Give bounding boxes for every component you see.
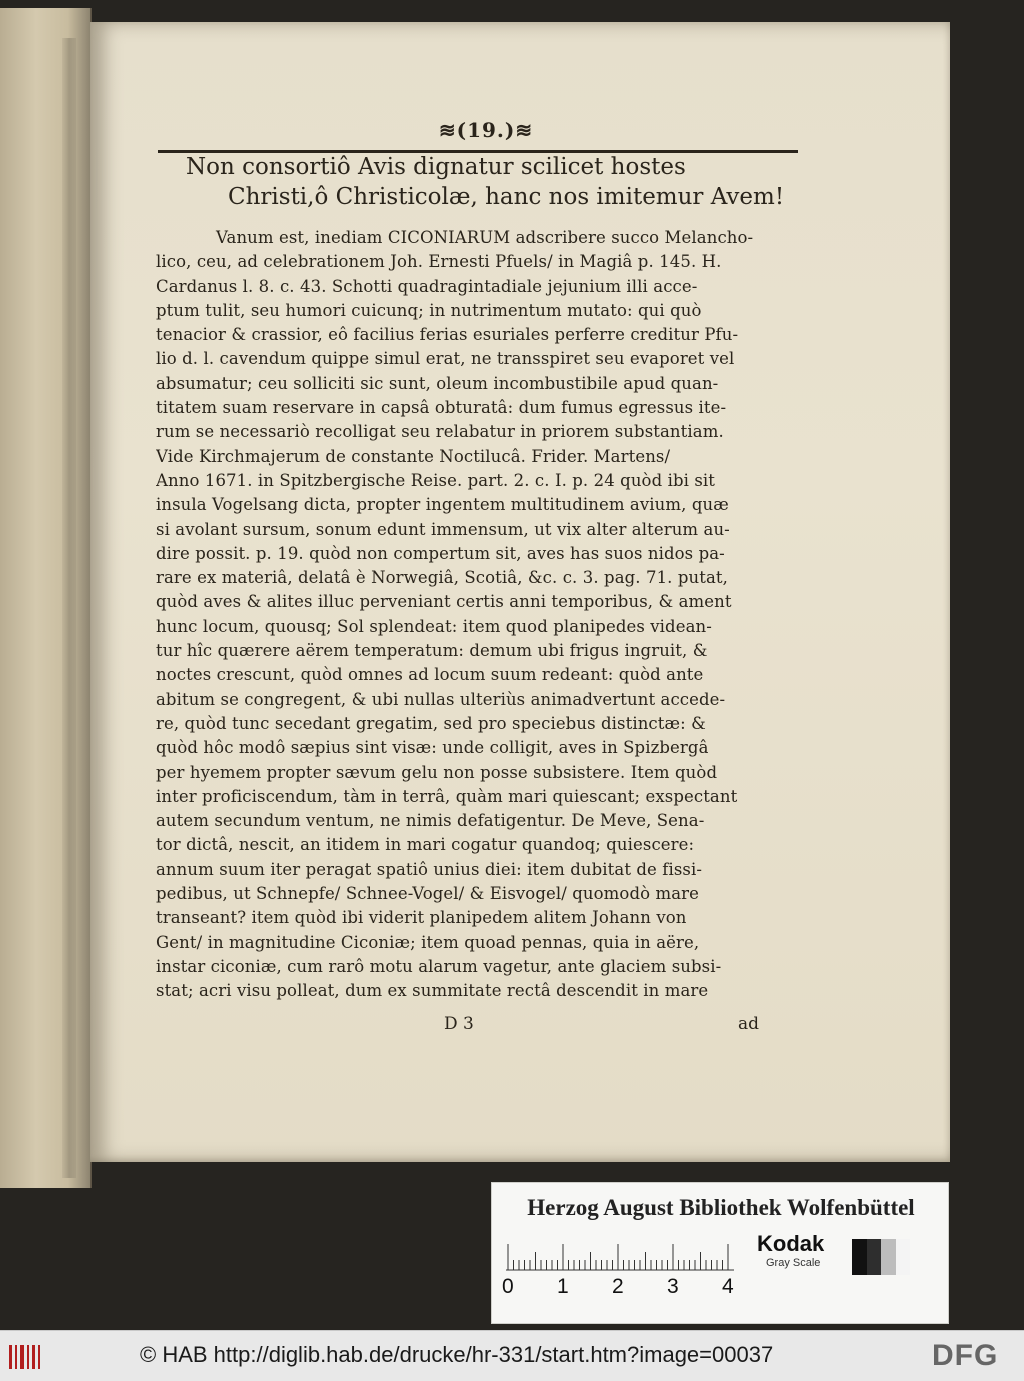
text-line: rum se necessariò recolligat seu relabatur in priorem substantiam. xyxy=(156,422,724,442)
text-line: transeant? item quòd ibi viderit planipedem alitem Johann von xyxy=(156,908,687,928)
text-line: per hyemem propter sævum gelu non posse subsistere. Item quòd xyxy=(156,762,718,782)
ruler-number: 1 xyxy=(557,1275,569,1298)
ruler-scale-icon xyxy=(506,1241,734,1271)
book-page xyxy=(90,22,950,1162)
heading-line-2: Christi,ô Christicolæ, hanc nos imitemur Avem! xyxy=(228,184,785,210)
text-line: stat; acri visu polleat, dum ex summitate rectâ descendit in mare xyxy=(156,981,709,1001)
library-name: Herzog August Bibliothek Wolfenbüttel xyxy=(527,1195,915,1220)
text-line: hunc locum, quousq; Sol splendeat: item quod planipedes videan- xyxy=(156,616,712,636)
ruler-number: 0 xyxy=(502,1275,514,1298)
text-line: si avolant sursum, sonum edunt immensum, ut vix alter alterum au- xyxy=(156,519,730,539)
text-line: rare ex materiâ, delatâ è Norwegiâ, Scotiâ, &c. c. 3. pag. 71. putat, xyxy=(156,568,729,588)
text-line: annum suum iter peragat spatiô unius diei: item dubitat de fissi- xyxy=(156,859,703,879)
heading-line-1: Non consortiô Avis dignatur scilicet hostes xyxy=(186,154,686,180)
text-line: autem secundum ventum, ne nimis defatigentur. De Meve, Sena- xyxy=(156,811,705,831)
gray-swatch xyxy=(867,1239,882,1275)
body-text xyxy=(156,226,780,1004)
page-number-header: ≋(19.)≋ xyxy=(438,118,534,142)
text-line: re, quòd tunc secedant gregatim, sed pro speciebus distinctæ: & xyxy=(156,713,706,733)
text-line: instar ciconiæ, cum rarô motu alarum vagetur, ante glaciem subsi- xyxy=(156,956,722,976)
gray-swatch xyxy=(881,1239,896,1275)
kodak-brand: Kodak xyxy=(757,1231,825,1256)
text-line: tur hîc quærere aërem temperatum: demum ubi frigus ingruit, & xyxy=(156,641,708,661)
text-line: absumatur; ceu solliciti sic sunt, oleum incombustibile apud quan- xyxy=(156,373,719,393)
ruler-number: 2 xyxy=(612,1275,624,1298)
dfg-logo: DFG xyxy=(932,1339,999,1372)
text-line: titatem suam reservare in capsâ obturatâ: dum fumus egressus ite- xyxy=(156,398,727,418)
hab-barcode-icon xyxy=(8,1343,42,1371)
text-line: tor dictâ, nescit, an itidem in mari cogatur quandoq; quiescere: xyxy=(156,835,695,855)
left-page-edge xyxy=(0,8,92,1188)
page-gutter-shadow xyxy=(62,38,76,1178)
catchword: ad xyxy=(738,1014,760,1034)
text-line: quòd hôc modô sæpius sint visæ: unde colligit, aves in Spizbergâ xyxy=(156,738,709,758)
text-line: abitum se congregent, & ubi nullas ulteriùs animadvertunt accede- xyxy=(156,689,726,709)
text-line: Anno 1671. in Spitzbergische Reise. part. 2. c. I. p. 24 quòd ibi sit xyxy=(156,470,716,490)
text-line: quòd aves & alites illuc perveniant certis anni temporibus, & ament xyxy=(156,592,732,612)
text-line: Cardanus l. 8. c. 43. Schotti quadragintadiale jejunium illi acce- xyxy=(156,276,698,296)
text-line: insula Vogelsang dicta, propter ingentem multitudinem avium, quæ xyxy=(156,495,729,515)
footer-bar xyxy=(0,1330,1024,1381)
page-text xyxy=(90,22,950,1162)
text-line: inter proficiscendum, tàm in terrâ, quàm mari quiescant; exspectant xyxy=(156,786,738,806)
ruler-number: 4 xyxy=(722,1275,734,1298)
text-line: tenacior & crassior, eô facilius ferias esuriales perferre creditur Pfu- xyxy=(156,325,739,345)
text-line: Gent/ in magnitudine Ciconiæ; item quoad pennas, quia in aëre, xyxy=(156,932,700,952)
citation-link[interactable]: © HAB http://diglib.hab.de/drucke/hr-331/start.htm?image=00037 xyxy=(140,1342,774,1367)
library-color-label xyxy=(491,1182,949,1324)
text-line: ptum tulit, seu humori cuicunq; in nutrimentum mutato: qui quò xyxy=(156,300,702,320)
text-line: Vide Kirchmajerum de constante Noctilucâ. Frider. Martens/ xyxy=(156,446,671,466)
text-line: Vanum est, inediam CICONIARUM adscribere succo Melancho- xyxy=(216,228,754,247)
text-line: dire possit. p. 19. quòd non compertum sit, aves has suos nidos pa- xyxy=(156,543,725,563)
ruler-number: 3 xyxy=(667,1275,679,1298)
gray-swatch xyxy=(896,1239,911,1275)
text-line: lico, ceu, ad celebrationem Joh. Ernesti Pfuels/ in Magiâ p. 145. H. xyxy=(156,252,722,272)
gray-scale-text: Gray Scale xyxy=(766,1257,821,1269)
text-line: noctes crescunt, quòd omnes ad locum suum redeant: quòd ante xyxy=(156,665,704,685)
text-line: pedibus, ut Schnepfe/ Schnee-Vogel/ & Eisvogel/ quomodò mare xyxy=(156,884,700,904)
ruler-numbers xyxy=(502,1275,742,1303)
gray-swatch xyxy=(852,1239,867,1275)
gray-swatches xyxy=(852,1239,910,1275)
signature-mark: D 3 xyxy=(444,1014,474,1034)
text-line: lio d. l. cavendum quippe simul erat, ne transspiret seu evaporet vel xyxy=(156,349,735,369)
